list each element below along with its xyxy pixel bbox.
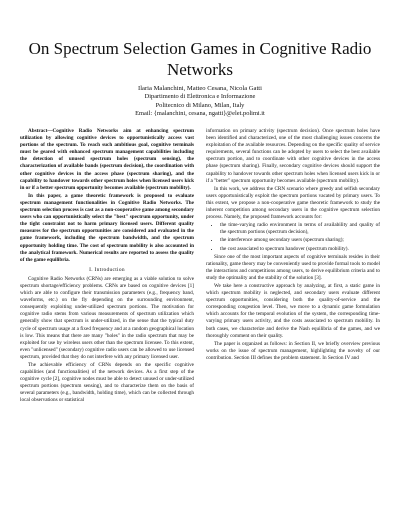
intro-paragraph-2: The achievable efficiency of CRNs depends on the specific cognitive capabilities (and functionalities) of the network devices. As a first step of the cognitive cycle [2], cognitive nodes must be able to detect unused or under-utilized spectrum portions (spectrum sensing), and to characterize them on the basis of several parameters (e.g., bandwidth, holding time), which can be collected through local observations or statistical [20, 362, 194, 404]
author-block [40, 85, 360, 119]
framework-bullet-list [206, 222, 380, 252]
list-item: • the interference among secondary users (spectrum sharing); [220, 237, 380, 244]
author-names: Ilaria Malanchini, Matteo Cesana, Nicola Gatti [138, 85, 262, 92]
intro-paragraph-1: Cognitive Radio Networks (CRNs) are emerging as a viable solution to solve spectrum shortage/efficiency problems. CRNs are based on cognitive devices [1] which are able to configure their transmission parameters (e.g., frequency band, waveforms, etc.) on the fly depending on the surrounding environment, consequently exploiting under-utilized spectrum portions. The motivation for cognitive radio stems from various measurements of spectrum utilization which generally show that spectrum is under-utilized, in the sense that the typical duty cycle of spectrum usage at a fixed frequency and at a random geographical location is low. This means that there are many "holes" in the radio spectrum that may be exploited for use by wireless users other than the spectrum licensee. To this extent, even "unlicensed" (secondary) cognitive radio users can be allowed to use licensed spectrum, provided that they do not interfere with any primary licensed user. [20, 275, 194, 360]
list-item: • the cost associated to spectrum handover (spectrum mobility). [220, 246, 380, 253]
right-paragraph-3: Since one of the most important aspects of cognitive terminals resides in their rationality, game theory may be conveniently used to provide formal tools to model the interactions and competitions among users, to derive equilibrium criteria and to study the optimality and the stability of the solution [3]. [206, 253, 380, 281]
abstract-paragraph-1: Abstract—Cognitive Radio Networks aim at enhancing spectrum utilization by allowing cognitive devices to opportunistically access vast portions of the spectrum. To reach such ambitious goal, cognitive terminals must be geared with enhanced spectrum management capabilities including the detection of unused spectrum holes (spectrum sensing), the characterization of available bands (spectrum decision), the coordination with other cognitive devices in the access phase (spectrum sharing), and the capability to handover towards other spectrum holes when licensed users kick in or if a better spectrum opportunity becomes available (spectrum mobility). [20, 128, 194, 191]
paper-title: On Spectrum Selection Games in Cognitive Radio Networks [28, 39, 372, 79]
section-heading-introduction: I. Introduction [89, 266, 125, 273]
right-paragraph-2: In this work, we address the CRN scenario where greedy and selfish secondary users opportunistically exploit the spectrum portions vacated by primary users. To this extent, we propose a non-cooperative game theoretic framework to study the inherent competition among secondary users in the cognitive spectrum selection process. Namely, the proposed framework accounts for: [206, 185, 380, 221]
right-paragraph-5: The paper is organized as follows: in Section II, we briefly overview previous works on the issue of spectrum management, highlighting the novelty of our contribution. Section III defines the problem statement. In Section IV and [206, 340, 380, 361]
list-item: • the time-varying radio environment in terms of availability and quality of the spectrum portions (spectrum decision), [220, 222, 380, 236]
author-department: Dipartimento di Elettronica e Informazione [144, 93, 256, 101]
right-paragraph-4: We take here a constructive approach by analyzing, at first, a static game in which spectrum mobility is neglected, and secondary users evaluate different spectrum opportunities, considering both the quality-of-service and the corresponding congestion level. Then, we move to a dynamic game formulation which accounts for the temporal evolution of the system, the corresponding time-varying primary users activity, and the costs associated to spectrum mobility. In both cases, we characterize and derive the Nash equilibria of the games, and we thoroughly comment on their quality. [206, 282, 380, 339]
left-column [20, 128, 194, 406]
author-institution: Politecnico di Milano, Milan, Italy [155, 101, 245, 109]
abstract-paragraph-2: In this paper, a game theoretic framework is proposed to evaluate spectrum management functionalities in Cognitive Radio Networks. The spectrum selection process is cast as a non-cooperative game among secondary users who can opportunistically select the "best" spectrum opportunity, under the tight constraint not to harm primary licensed users. Different quality measures for the spectrum opportunities are considered and evaluated in the game framework, including the spectrum bandwidth, and the spectrum opportunity holding time. The cost of spectrum mobility is also accounted in the analytical framework. Numerical results are reported to assess the quality of the game equilibria. [20, 192, 194, 263]
right-paragraph-1: information on primary activity (spectrum decision). Once spectrum holes have been identified and characterized, one of the most challenging issues concerns the exploitation of the available resources. Depending on the specific quality of service requirements, several functions can be adopted by users to select the best available spectrum portion, and to coordinate with other cognitive devices in the access phase (spectrum sharing). Finally, secondary cognitive devices should support the capability to handover towards other spectrum holes when licensed users kick in or if a "better" spectrum opportunity becomes available (spectrum mobility). [206, 128, 380, 184]
right-column [206, 128, 380, 363]
author-email: Email: {malanchini, cesana, ngatti}@elet.polimi.it [135, 110, 265, 118]
